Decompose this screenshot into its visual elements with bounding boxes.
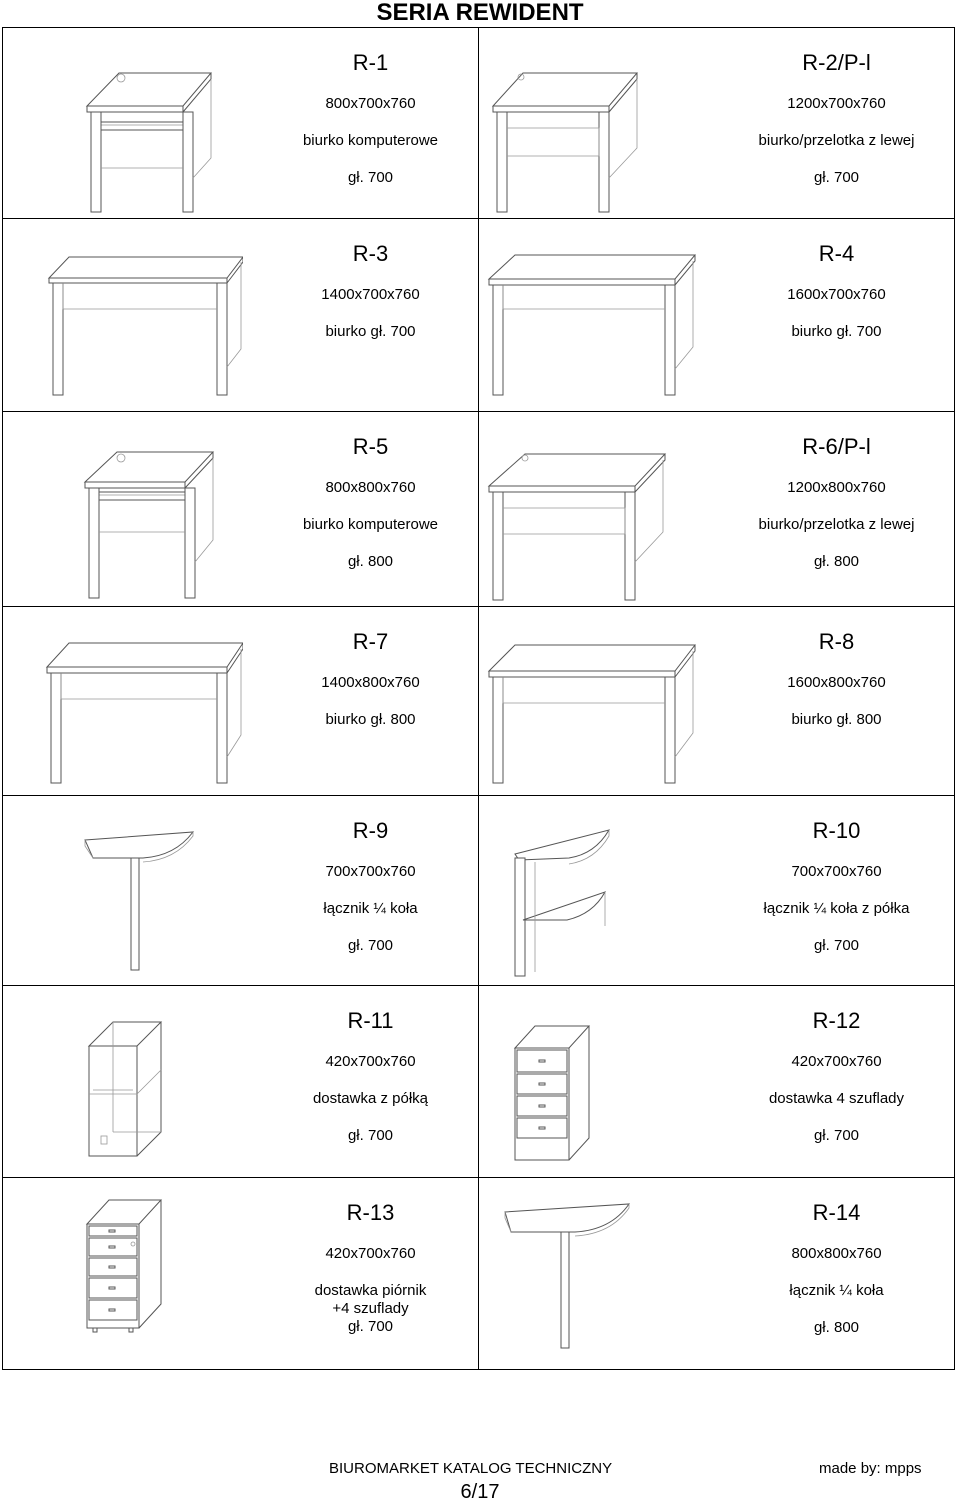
shelf-unit-drawing: [3, 986, 243, 1177]
product-dimensions: 800x700x760: [325, 95, 416, 112]
table-row: [3, 607, 955, 796]
product-dimensions: 420x700x760: [791, 1053, 882, 1070]
product-cell-r11: [3, 986, 479, 1178]
page-title: SERIA REWIDENT: [376, 0, 584, 26]
product-depth: gł. 800: [813, 1319, 860, 1336]
product-table: [2, 27, 955, 1370]
product-depth: gł. 700: [347, 937, 394, 954]
product-code: R-6/P-l: [802, 434, 871, 459]
product-description: łącznik ¼ koła: [323, 900, 418, 917]
product-cell-r9: [3, 796, 479, 986]
quarter-circle-connector-shelf-drawing: [479, 796, 719, 985]
product-code: R-3: [352, 241, 389, 266]
product-code: R-8: [818, 629, 855, 654]
product-dimensions: 1600x700x760: [787, 286, 886, 303]
product-cell-r13: [3, 1178, 479, 1370]
product-depth: gł. 700: [813, 1127, 860, 1144]
product-code: R-1: [352, 50, 389, 75]
product-depth: gł. 700: [813, 169, 860, 186]
computer-desk-drawing: [3, 412, 243, 606]
product-code: R-13: [346, 1200, 395, 1225]
product-description: biurko gł. 700: [791, 323, 882, 340]
product-code: R-2/P-l: [802, 50, 871, 75]
product-depth: gł. 700: [347, 1127, 394, 1144]
product-dimensions: 420x700x760: [325, 1053, 416, 1070]
product-cell-r2: [479, 28, 955, 219]
table-row: [3, 986, 955, 1178]
table-row: [3, 28, 955, 219]
product-dimensions: 700x700x760: [325, 863, 416, 880]
product-cell-r3: [3, 219, 479, 412]
product-code: R-12: [812, 1008, 861, 1033]
quarter-circle-connector-drawing: [479, 1178, 719, 1369]
product-code: R-7: [352, 629, 389, 654]
computer-desk-drawing: [3, 28, 243, 218]
product-dimensions: 800x800x760: [791, 1245, 882, 1262]
product-description-extra: +4 szuflady: [332, 1300, 409, 1317]
table-row: [3, 219, 955, 412]
drawer-cabinet-drawing: [479, 986, 719, 1177]
desk-drawing: [479, 28, 719, 218]
product-description: biurko/przelotka z lewej: [758, 516, 915, 533]
product-cell-r5: [3, 412, 479, 607]
desk-drawing: [3, 607, 243, 795]
product-cell-r14: [479, 1178, 955, 1370]
product-description: biurko komputerowe: [302, 516, 439, 533]
table-row: [3, 1178, 955, 1370]
table-row: [3, 796, 955, 986]
footer-author: made by: mpps: [819, 1460, 922, 1477]
product-depth: gł. 700: [813, 937, 860, 954]
product-description: dostawka z półką: [312, 1090, 429, 1107]
product-description: łącznik ¼ koła: [789, 1282, 884, 1299]
product-depth: gł. 800: [347, 553, 394, 570]
pencil-drawer-cabinet-drawing: [3, 1178, 243, 1369]
product-code: R-10: [812, 818, 861, 843]
product-cell-r8: [479, 607, 955, 796]
product-description: biurko/przelotka z lewej: [758, 132, 915, 149]
desk-drawing: [479, 219, 719, 411]
desk-drawing: [3, 219, 243, 411]
product-code: R-4: [818, 241, 855, 266]
product-depth: gł. 800: [813, 553, 860, 570]
product-depth: gł. 700: [347, 1318, 394, 1335]
product-code: R-14: [812, 1200, 861, 1225]
product-dimensions: 1400x800x760: [321, 674, 420, 691]
product-cell-r12: [479, 986, 955, 1178]
product-dimensions: 700x700x760: [791, 863, 882, 880]
quarter-circle-connector-drawing: [3, 796, 243, 985]
product-dimensions: 420x700x760: [325, 1245, 416, 1262]
product-dimensions: 1400x700x760: [321, 286, 420, 303]
product-description: biurko gł. 800: [325, 711, 416, 728]
product-description: biurko gł. 700: [325, 323, 416, 340]
product-description: biurko gł. 800: [791, 711, 882, 728]
desk-drawing: [479, 412, 719, 606]
product-code: R-11: [347, 1008, 394, 1033]
product-description: łącznik ¼ koła z półka: [763, 900, 910, 917]
product-description: dostawka 4 szuflady: [768, 1090, 905, 1107]
desk-drawing: [479, 607, 719, 795]
product-dimensions: 1200x700x760: [787, 95, 886, 112]
product-cell-r10: [479, 796, 955, 986]
page-number: 6/17: [460, 1481, 500, 1503]
product-cell-r1: [3, 28, 479, 219]
table-row: [3, 412, 955, 607]
footer-catalog-name: BIUROMARKET KATALOG TECHNICZNY: [329, 1460, 613, 1477]
product-dimensions: 1200x800x760: [787, 479, 886, 496]
product-cell-r7: [3, 607, 479, 796]
product-code: R-5: [352, 434, 389, 459]
product-dimensions: 800x800x760: [325, 479, 416, 496]
product-dimensions: 1600x800x760: [787, 674, 886, 691]
product-description: dostawka piórnik: [314, 1282, 427, 1299]
product-cell-r4: [479, 219, 955, 412]
product-cell-r6: [479, 412, 955, 607]
product-description: biurko komputerowe: [302, 132, 439, 149]
product-depth: gł. 700: [347, 169, 394, 186]
product-code: R-9: [352, 818, 389, 843]
